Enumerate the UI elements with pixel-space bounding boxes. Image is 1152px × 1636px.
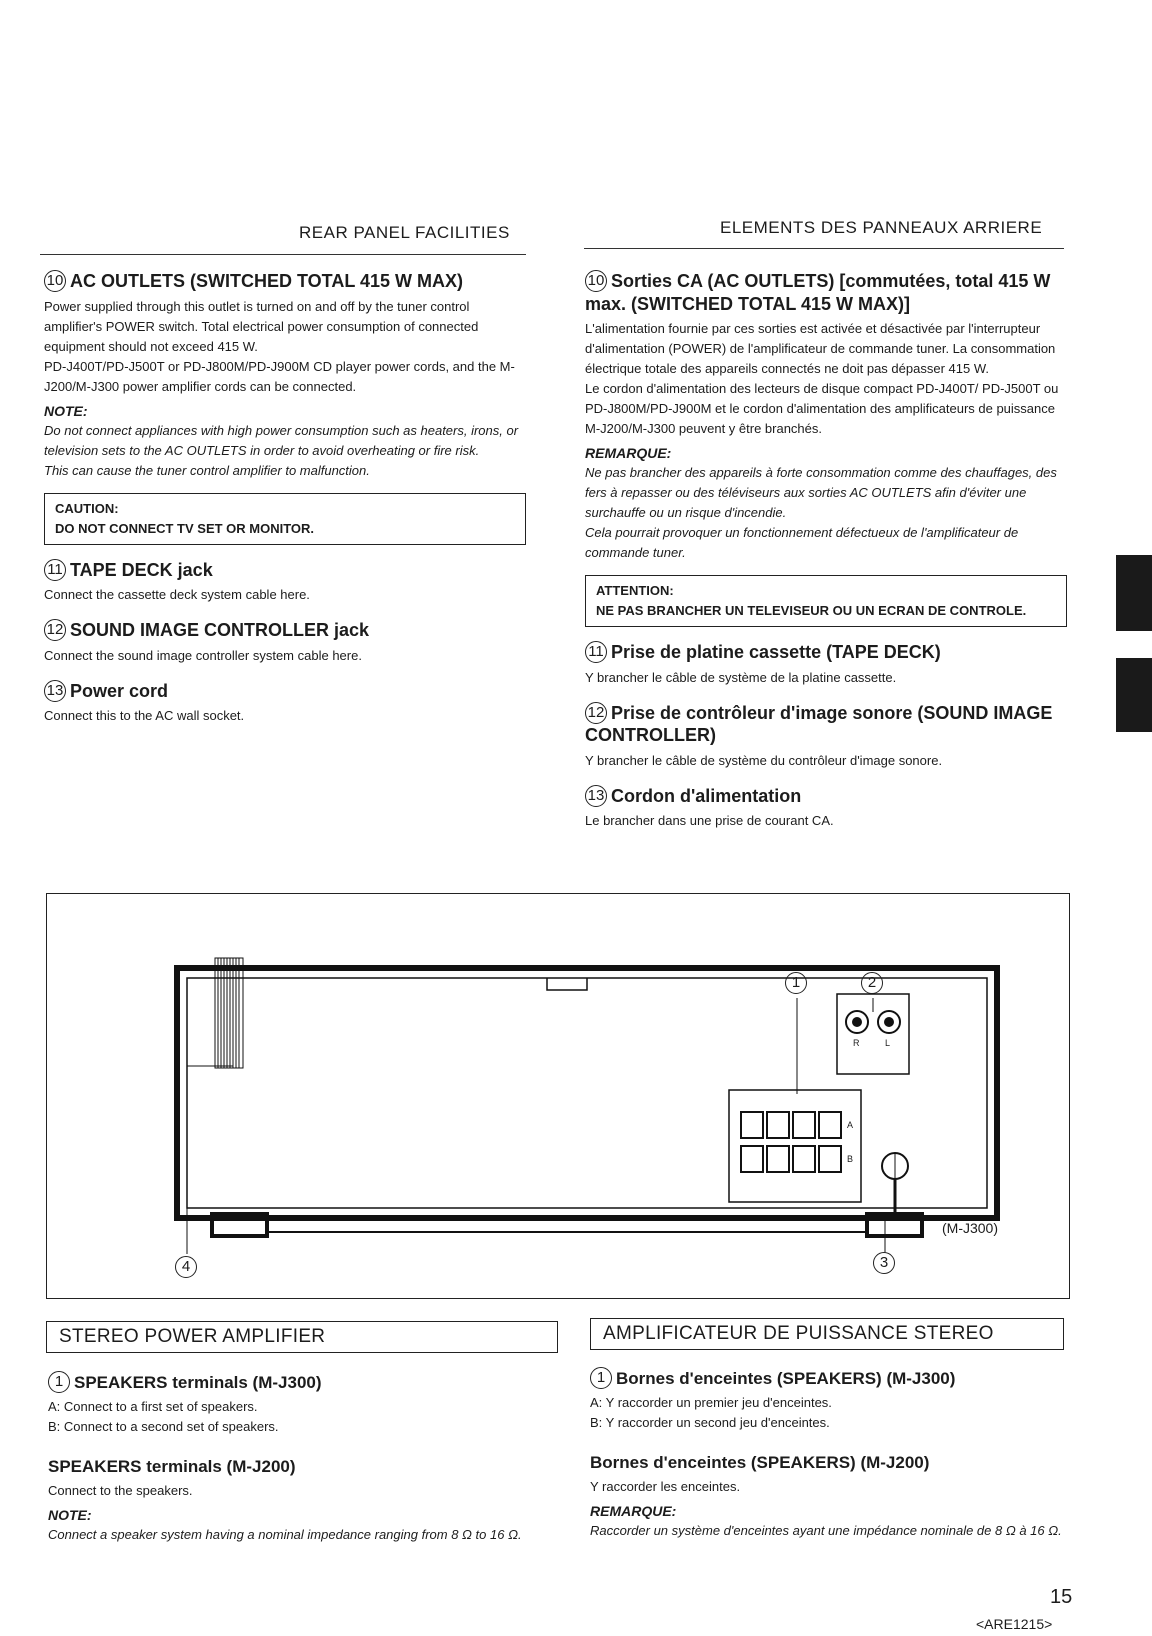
br-bornes-mj200 bbox=[590, 1453, 1080, 1541]
left-tape-deck-body: Connect the cassette deck system cable here. bbox=[44, 587, 310, 602]
header-right-title: ELEMENTS DES PANNEAUX ARRIERE bbox=[720, 218, 1043, 237]
diagram-callout-2: 2 bbox=[861, 972, 883, 994]
left-sound-image-title: SOUND IMAGE CONTROLLER jack bbox=[70, 620, 370, 640]
bl-speakers-mj200-title: SPEAKERS terminals (M-J200) bbox=[48, 1457, 296, 1476]
right-section-sorties-ca bbox=[585, 270, 1067, 627]
left-section-ac-outlets bbox=[44, 270, 526, 545]
stereo-power-amplifier-box: STEREO POWER AMPLIFIER bbox=[46, 1321, 558, 1353]
br-bornes-mj300-title: Bornes d'enceintes (SPEAKERS) (M-J300) bbox=[616, 1369, 956, 1388]
side-tab-lower bbox=[1116, 658, 1152, 732]
br-bornes-a: A: Y raccorder un premier jeu d'enceintes. bbox=[590, 1395, 832, 1410]
callout-10-fr: 10 bbox=[585, 270, 607, 292]
left-caution-text: DO NOT CONNECT TV SET OR MONITOR. bbox=[55, 520, 315, 536]
br-callout-1: 1 bbox=[590, 1367, 612, 1389]
bl-speakers-mj300-title: SPEAKERS terminals (M-J300) bbox=[74, 1373, 322, 1392]
br-bornes-mj300 bbox=[590, 1367, 1080, 1433]
model-label: (M-J300) bbox=[942, 1220, 999, 1236]
amplificateur-box: AMPLIFICATEUR DE PUISSANCE STEREO bbox=[590, 1318, 1064, 1350]
page-number: 15 bbox=[1050, 1586, 1073, 1608]
bottom-right-column bbox=[590, 1367, 1080, 1555]
br-note-text: Raccorder un système d'enceintes ayant une impédance nominale de 8 Ω à 16 Ω. bbox=[590, 1523, 1062, 1538]
callout-12: 12 bbox=[44, 619, 66, 641]
callout-10: 10 bbox=[44, 270, 66, 292]
callout-12-fr: 12 bbox=[585, 702, 607, 724]
left-caution-box bbox=[44, 493, 526, 545]
header-left-rule bbox=[40, 254, 526, 255]
rear-panel-diagram bbox=[46, 893, 1070, 1299]
speaker-terminals bbox=[741, 1112, 841, 1172]
top-notch bbox=[547, 978, 587, 990]
right-cordon-title: Cordon d'alimentation bbox=[611, 785, 802, 806]
right-attention-box bbox=[585, 575, 1067, 627]
header-right-rule bbox=[584, 248, 1064, 249]
right-attention-text: NE PAS BRANCHER UN TELEVISEUR OU UN ECRAN DE CONTROLE. bbox=[596, 603, 1027, 618]
diagram-callout-1: 1 bbox=[785, 972, 807, 994]
vent-fins bbox=[215, 958, 243, 1068]
right-sorties-body-2: Le cordon d'alimentation des lecteurs de disque compact PD-J400T/ PD-J500T ou PD-J800M/PD-J900M et le cordon d'alimentation des amplificateurs de puissance M-J200/M-J300 peuvent y être branchés. bbox=[585, 381, 1059, 436]
left-section-power-cord bbox=[44, 680, 526, 727]
left-note-1: Do not connect appliances with high power consumption such as heaters, irons, or television sets to the AC OUTLETS in order to avoid overheating or fire risk. bbox=[44, 422, 519, 458]
bl-speakers-mj300 bbox=[48, 1371, 538, 1437]
right-sound-image-body: Y brancher le câble de système du contrôleur d'image sonore. bbox=[585, 752, 943, 768]
left-ac-outlets-title: AC OUTLETS (SWITCHED TOTAL 415 W MAX) bbox=[70, 271, 464, 291]
br-note-label: REMARQUE: bbox=[590, 1503, 677, 1519]
br-bornes-mj200-title: Bornes d'enceintes (SPEAKERS) (M-J200) bbox=[590, 1453, 930, 1472]
left-caution-label: CAUTION: bbox=[55, 500, 119, 516]
callout-13: 13 bbox=[44, 680, 66, 702]
chassis-outline bbox=[177, 968, 997, 1218]
rca-label-l: L bbox=[885, 1038, 891, 1048]
diagram-callout-4: 4 bbox=[175, 1256, 197, 1278]
right-cordon-body: Le brancher dans une prise de courant CA. bbox=[585, 813, 834, 828]
speaker-label-a: A bbox=[847, 1120, 854, 1130]
left-sound-image-body: Connect the sound image controller system cable here. bbox=[44, 647, 362, 663]
speaker-label-b: B bbox=[847, 1154, 854, 1164]
left-ac-body-1: Power supplied through this outlet is turned on and off by the tuner control amplifier's POWER switch. Total electrical power consumption of connected equipment should not exceed 415 W. bbox=[44, 298, 479, 354]
bl-speakers-b: B: Connect to a second set of speakers. bbox=[48, 1419, 279, 1434]
chassis-inner bbox=[187, 978, 987, 1208]
doc-code: <ARE1215> bbox=[976, 1616, 1053, 1632]
right-note-1: Ne pas brancher des appareils à forte consommation comme des chauffages, des fers à repasser ou des téléviseurs aux sorties AC OUTLETS afin d'éviter une surchauffe ou un risque d'incendie. bbox=[585, 465, 1057, 520]
callout-11: 11 bbox=[44, 559, 66, 581]
br-bornes-mj200-body: Y raccorder les enceintes. bbox=[590, 1479, 741, 1494]
right-section-sound-image bbox=[585, 702, 1067, 771]
right-sorties-title: Sorties CA (AC OUTLETS) [commutées, total 415 W max. (SWITCHED TOTAL 415 W MAX)] bbox=[585, 271, 1051, 314]
callout-13-fr: 13 bbox=[585, 785, 607, 807]
side-tab-upper bbox=[1116, 555, 1152, 631]
right-attention-label: ATTENTION: bbox=[596, 583, 674, 598]
bl-note-label: NOTE: bbox=[48, 1507, 92, 1523]
right-section-tape-deck bbox=[585, 641, 1067, 688]
right-note-label: REMARQUE: bbox=[585, 445, 672, 461]
rca-label-r: R bbox=[853, 1038, 860, 1048]
bl-speakers-a: A: Connect to a first set of speakers. bbox=[48, 1399, 258, 1414]
left-note-2: This can cause the tuner control amplifier to malfunction. bbox=[44, 462, 370, 478]
left-power-cord-body: Connect this to the AC wall socket. bbox=[44, 708, 245, 723]
left-ac-body-2: PD-J400T/PD-J500T or PD-J800M/PD-J900M CD player power cords, and the M-J200/M-J300 power amplifier cords can be connected. bbox=[44, 358, 515, 394]
left-section-tape-deck bbox=[44, 559, 526, 606]
bl-speakers-mj200-body: Connect to the speakers. bbox=[48, 1483, 193, 1498]
left-note-label: NOTE: bbox=[44, 402, 88, 419]
bottom-left-column bbox=[48, 1371, 538, 1559]
right-column bbox=[585, 270, 1067, 845]
rear-panel-svg bbox=[47, 894, 1069, 1298]
diagram-callout-3: 3 bbox=[873, 1252, 895, 1274]
right-tape-deck-title: Prise de platine cassette (TAPE DECK) bbox=[611, 642, 941, 662]
bl-note-text: Connect a speaker system having a nominal impedance ranging from 8 Ω to 16 Ω. bbox=[48, 1527, 522, 1542]
bl-callout-1: 1 bbox=[48, 1371, 70, 1393]
header-left-title: REAR PANEL FACILITIES bbox=[299, 223, 510, 242]
left-power-cord-title: Power cord bbox=[70, 680, 169, 701]
bl-speakers-mj200 bbox=[48, 1457, 538, 1545]
right-note-2: Cela pourrait provoquer un fonctionnement défectueux de l'amplificateur de commande tuner. bbox=[585, 525, 1019, 560]
left-section-sound-image bbox=[44, 619, 526, 666]
callout-11-fr: 11 bbox=[585, 641, 607, 663]
right-sorties-body-1: L'alimentation fournie par ces sorties est activée et désactivée par l'interrupteur d'alimentation (POWER) de l'amplificateur de commande tuner. La consommation électrique totale des appareils connectés ne doit pas dépasser 415 W. bbox=[585, 321, 1056, 376]
right-sound-image-title: Prise de contrôleur d'image sonore (SOUND IMAGE CONTROLLER) bbox=[585, 702, 1053, 745]
left-tape-deck-title: TAPE DECK jack bbox=[70, 559, 213, 580]
right-tape-deck-body: Y brancher le câble de système de la platine cassette. bbox=[585, 669, 897, 685]
right-section-cordon bbox=[585, 785, 1067, 832]
br-bornes-b: B: Y raccorder un second jeu d'enceintes. bbox=[590, 1415, 830, 1430]
left-column bbox=[44, 270, 526, 740]
